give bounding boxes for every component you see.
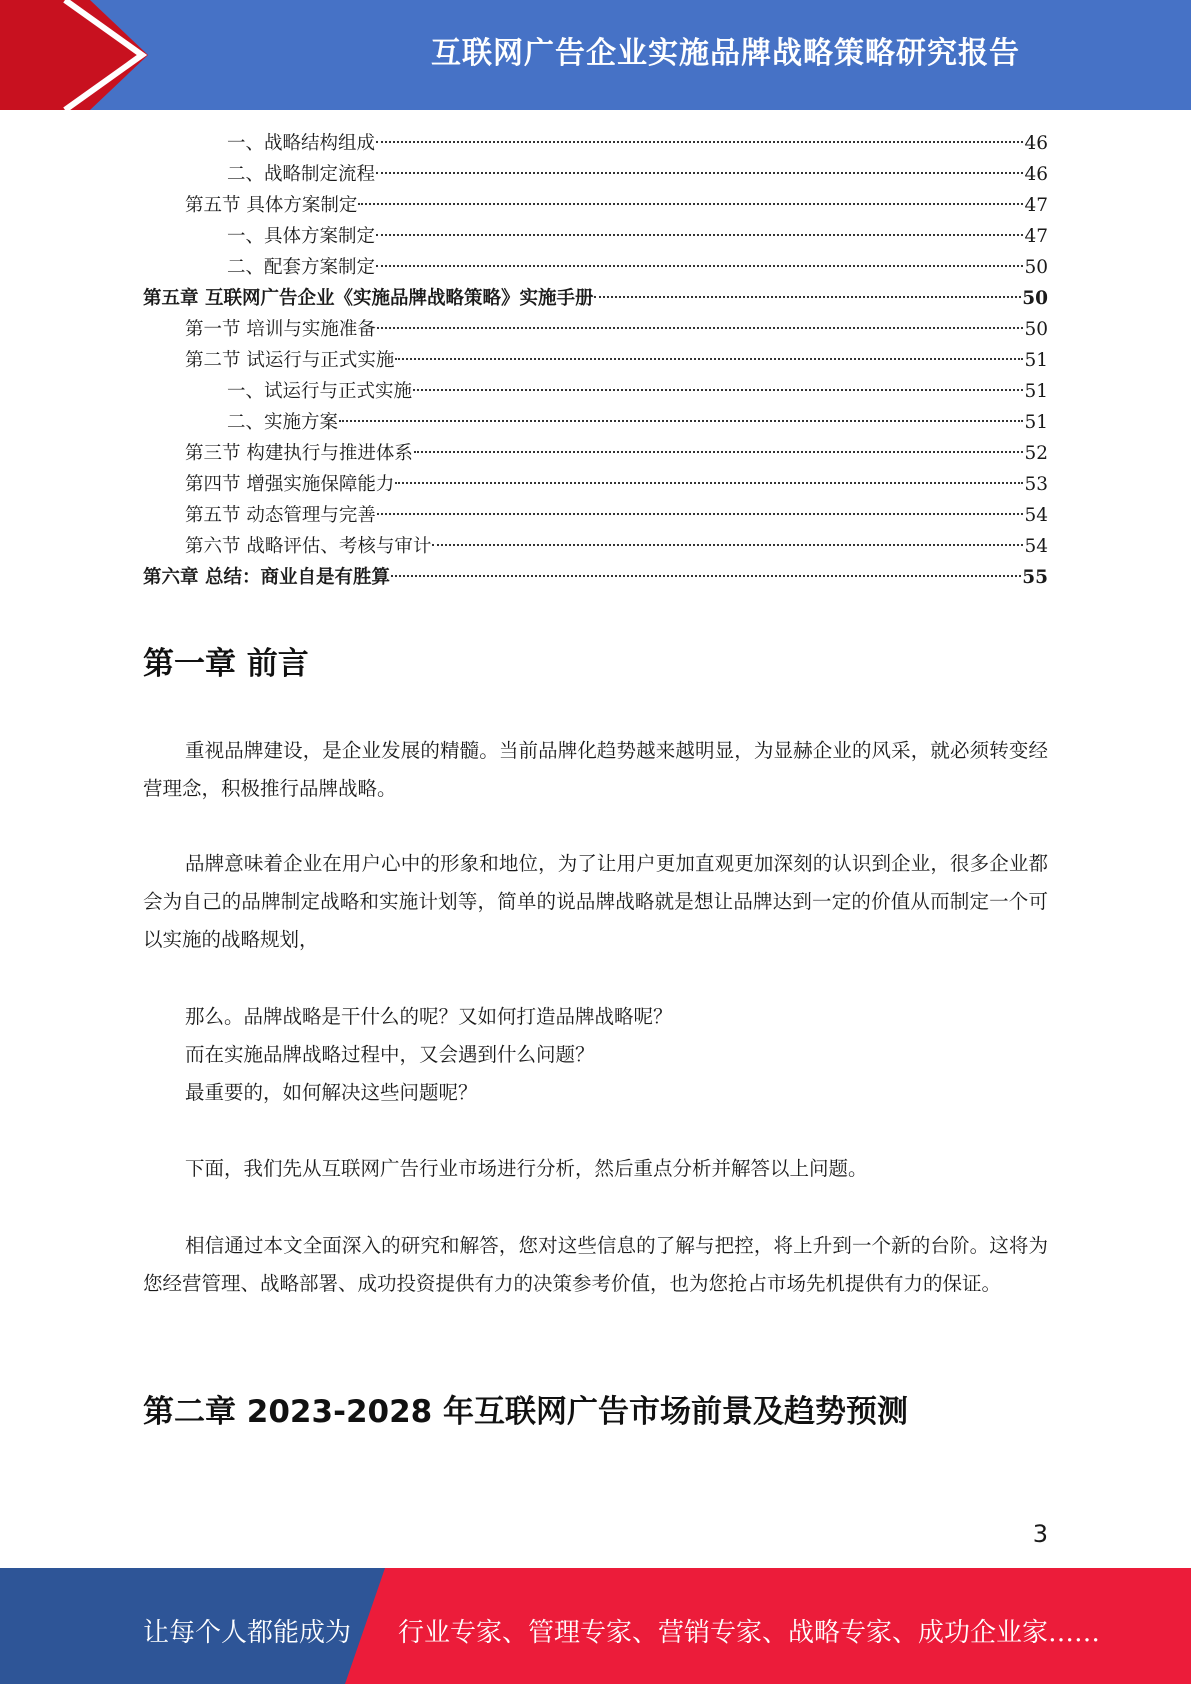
toc-leader bbox=[376, 172, 1023, 174]
page-number: 3 bbox=[1032, 1520, 1048, 1548]
toc-entry-page: 52 bbox=[1024, 443, 1048, 464]
toc-entry[interactable] bbox=[143, 190, 1048, 221]
toc-entry-page: 51 bbox=[1024, 381, 1048, 402]
toc-entry[interactable] bbox=[143, 407, 1048, 438]
header-title: 互联网广告企业实施品牌战略策略研究报告 bbox=[431, 36, 1020, 71]
toc-leader bbox=[414, 451, 1024, 453]
toc-entry[interactable] bbox=[143, 314, 1048, 345]
toc-entry-text: 第六节 战略评估、考核与审计 bbox=[185, 536, 432, 557]
toc-entry[interactable] bbox=[143, 252, 1048, 283]
toc-entry-page: 50 bbox=[1024, 319, 1048, 340]
toc-entry-text: 二、战略制定流程 bbox=[227, 164, 376, 185]
toc-entry-page: 54 bbox=[1024, 536, 1048, 557]
toc-entry-page: 50 bbox=[1022, 288, 1048, 309]
toc-leader bbox=[395, 482, 1023, 484]
paragraph: 重视品牌建设，是企业发展的精髓。当前品牌化趋势越来越明显，为显赫企业的风采，就必须转变经营理念，积极推行品牌战略。 bbox=[143, 739, 1048, 800]
toc-entry[interactable] bbox=[143, 438, 1048, 469]
toc-entry[interactable] bbox=[143, 283, 1048, 314]
chapter-title: 第二章 2023-2028 年互联网广告市场前景及趋势预测 bbox=[143, 1394, 909, 1430]
toc-entry-page: 55 bbox=[1022, 567, 1048, 588]
toc-entry-page: 54 bbox=[1024, 505, 1048, 526]
toc-entry[interactable] bbox=[143, 531, 1048, 562]
header-banner bbox=[0, 0, 1191, 110]
question-line: 那么。品牌战略是干什么的呢？又如何打造品牌战略呢？ bbox=[185, 1005, 673, 1028]
toc-entry-text: 第五节 动态管理与完善 bbox=[185, 505, 376, 526]
toc-entry-page: 46 bbox=[1024, 164, 1048, 185]
toc-entry[interactable] bbox=[143, 128, 1048, 159]
toc-leader bbox=[391, 575, 1021, 577]
toc-entry-text: 一、战略结构组成 bbox=[227, 133, 376, 154]
toc-entry[interactable] bbox=[143, 469, 1048, 500]
toc-entry[interactable] bbox=[143, 376, 1048, 407]
question-line: 而在实施品牌战略过程中，又会遇到什么问题？ bbox=[185, 1043, 595, 1066]
toc-entry-text: 第五章 互联网广告企业《实施品牌战略策略》实施手册 bbox=[143, 288, 594, 309]
toc-entry-page: 47 bbox=[1024, 226, 1048, 247]
toc-entry-text: 一、具体方案制定 bbox=[227, 226, 376, 247]
paragraph: 品牌意味着企业在用户心中的形象和地位，为了让用户更加直观更加深刻的认识到企业，很多企业都会为自己的品牌制定战略和实施计划等，简单的说品牌战略就是想让品牌达到一定的价值从而制定一个可以实施的战略规划， bbox=[143, 852, 1048, 951]
toc-entry-text: 一、试运行与正式实施 bbox=[227, 381, 413, 402]
toc-leader bbox=[432, 544, 1023, 546]
toc-entry[interactable] bbox=[143, 159, 1048, 190]
toc-entry-page: 51 bbox=[1024, 350, 1048, 371]
toc-entry-text: 第五节 具体方案制定 bbox=[185, 195, 358, 216]
toc-leader bbox=[594, 296, 1021, 298]
toc-leader bbox=[376, 234, 1023, 236]
chapter-title: 第一章 前言 bbox=[143, 646, 309, 682]
toc-entry-text: 第一节 培训与实施准备 bbox=[185, 319, 376, 340]
toc-entry[interactable] bbox=[143, 562, 1048, 593]
toc-entry-page: 51 bbox=[1024, 412, 1048, 433]
toc-entry-page: 50 bbox=[1024, 257, 1048, 278]
toc-leader bbox=[339, 420, 1023, 422]
footer-banner bbox=[0, 1568, 1191, 1684]
paragraph: 下面，我们先从互联网广告行业市场进行分析，然后重点分析并解答以上问题。 bbox=[185, 1157, 868, 1180]
toc-entry-text: 第四节 增强实施保障能力 bbox=[185, 474, 395, 495]
toc-leader bbox=[377, 327, 1024, 329]
footer-slogan-left: 让每个人都能成为 bbox=[143, 1618, 352, 1648]
toc-entry-page: 46 bbox=[1024, 133, 1048, 154]
toc-leader bbox=[395, 358, 1023, 360]
toc-entry-text: 第六章 总结：商业自是有胜算 bbox=[143, 567, 390, 588]
question-line: 最重要的，如何解决这些问题呢？ bbox=[185, 1081, 478, 1104]
toc-entry-page: 47 bbox=[1024, 195, 1048, 216]
toc-entry[interactable] bbox=[143, 221, 1048, 252]
toc-entry-page: 53 bbox=[1024, 474, 1048, 495]
table-of-contents bbox=[143, 128, 1048, 593]
toc-leader bbox=[376, 141, 1023, 143]
toc-entry-text: 二、配套方案制定 bbox=[227, 257, 376, 278]
toc-leader bbox=[377, 513, 1024, 515]
toc-leader bbox=[376, 265, 1023, 267]
toc-leader bbox=[413, 389, 1023, 391]
toc-entry-text: 二、实施方案 bbox=[227, 412, 339, 433]
paragraph: 相信通过本文全面深入的研究和解答，您对这些信息的了解与把控，将上升到一个新的台阶。这将为您经营管理、战略部署、成功投资提供有力的决策参考价值，也为您抢占市场先机提供有力的保证。 bbox=[143, 1234, 1048, 1295]
toc-entry-text: 第三节 构建执行与推进体系 bbox=[185, 443, 413, 464]
toc-entry[interactable] bbox=[143, 345, 1048, 376]
toc-leader bbox=[358, 203, 1023, 205]
toc-entry[interactable] bbox=[143, 500, 1048, 531]
toc-entry-text: 第二节 试运行与正式实施 bbox=[185, 350, 395, 371]
footer-slogan-right: 行业专家、管理专家、营销专家、战略专家、成功企业家…… bbox=[398, 1618, 1101, 1648]
